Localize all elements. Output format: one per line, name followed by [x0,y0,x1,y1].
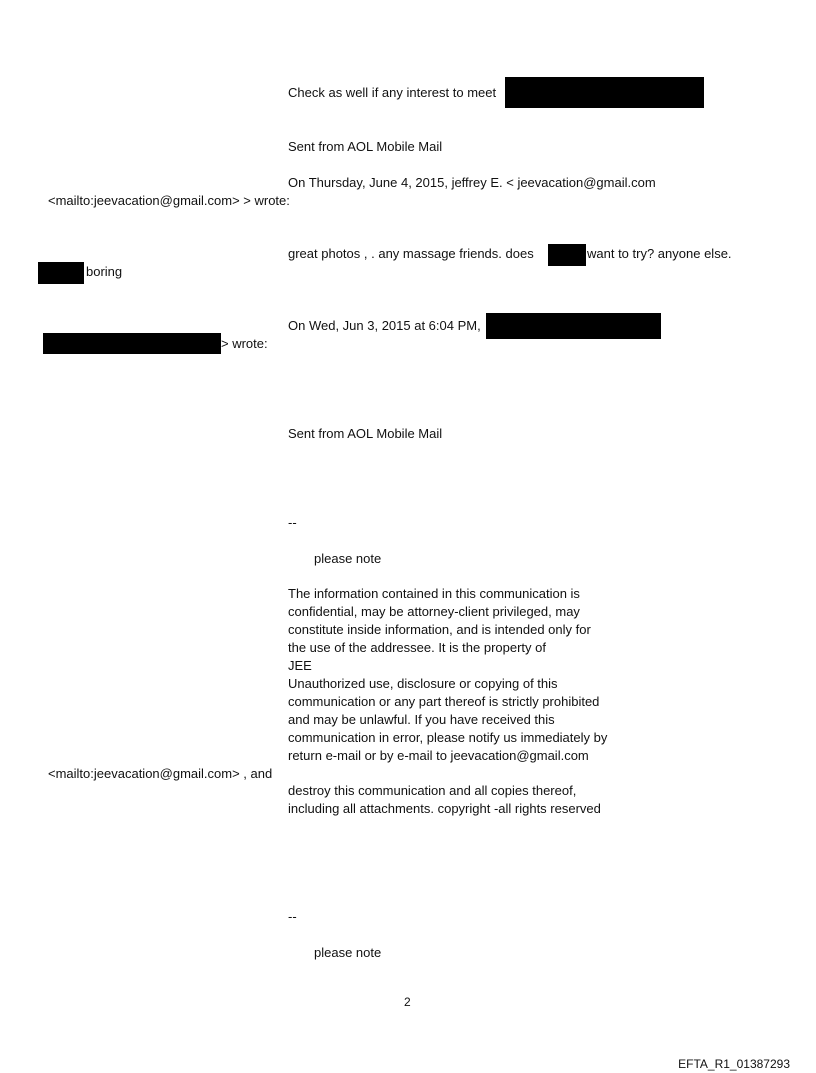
notice-line: communication or any part thereof is strictly prohibited [288,694,600,709]
notice-line: the use of the addressee. It is the property of [288,640,546,655]
redaction-box [548,244,586,266]
notice-line: including all attachments. copyright -all rights reserved [288,801,601,816]
notice-line: communication in error, please notify us immediately by [288,730,608,745]
page-number: 2 [404,995,411,1009]
reply-header-line: On Wed, Jun 3, 2015 at 6:04 PM, [288,318,481,333]
confidentiality-notice-end [288,782,648,818]
notice-line: JEE [288,658,312,673]
sent-from-line: Sent from AOL Mobile Mail [288,426,443,441]
redaction-box [505,77,704,108]
document-id: EFTA_R1_01387293 [678,1057,790,1071]
notice-line: The information contained in this communication is [288,586,580,601]
confidentiality-notice [288,585,648,765]
redaction-box [43,333,221,354]
notice-line: constitute inside information, and is intended only for [288,622,591,637]
notice-line: destroy this communication and all copies thereof, [288,783,577,798]
reply-header-line: On Thursday, June 4, 2015, jeffrey E. < jeevacation@gmail.com [288,175,656,190]
signature-separator: -- [288,909,297,924]
notice-line: Unauthorized use, disclosure or copying of this [288,676,558,691]
message-text-start: great photos , . any massage friends. does [288,246,534,261]
please-note-heading: please note [314,945,382,960]
message-text-end: want to try? anyone else. [587,246,732,261]
redaction-box [38,262,84,284]
notice-line: confidential, may be attorney-client privileged, may [288,604,580,619]
message-text-boring: boring [86,264,123,279]
notice-line: return e-mail or by e-mail to jeevacation@gmail.com [288,748,589,763]
mailto-wrote-line: <mailto:jeevacation@gmail.com> > wrote: [48,193,290,208]
mailto-and-line: <mailto:jeevacation@gmail.com> , and [48,766,273,781]
wrote-line: > wrote: [221,336,268,351]
please-note-heading: please note [314,551,382,566]
signature-separator: -- [288,515,297,530]
sent-from-line: Sent from AOL Mobile Mail [288,139,443,154]
check-interest-line: Check as well if any interest to meet [288,85,497,100]
redaction-box [486,313,661,339]
notice-line: and may be unlawful. If you have received this [288,712,555,727]
